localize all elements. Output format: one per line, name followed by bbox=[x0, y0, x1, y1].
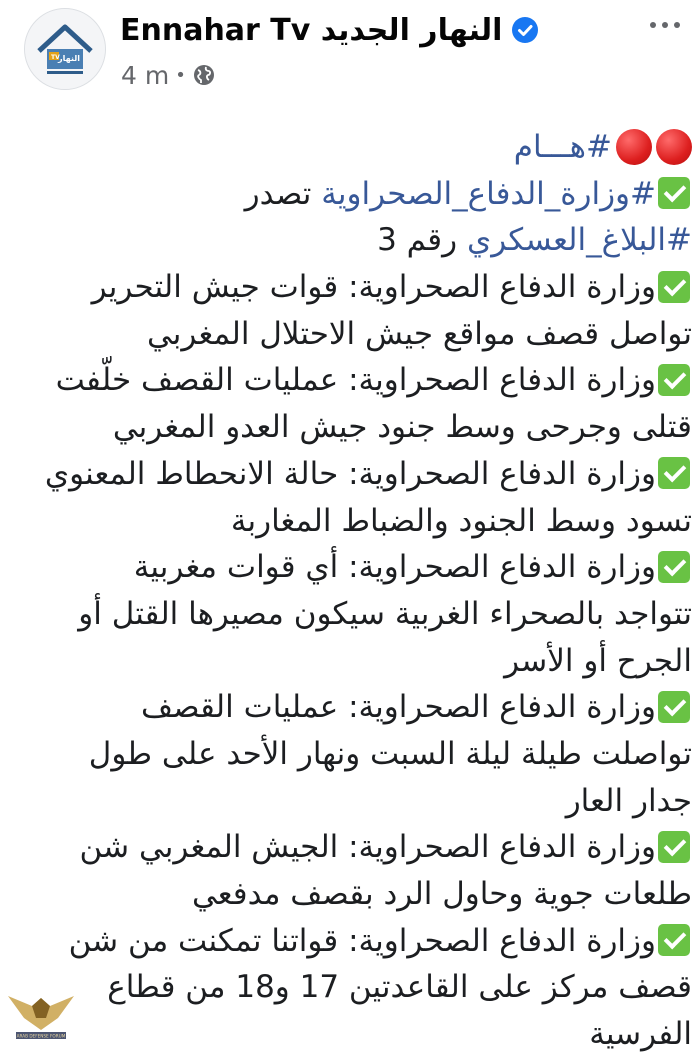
post-line bbox=[14, 217, 692, 264]
page-title-row bbox=[120, 8, 538, 52]
post-text: وزارة الدفاع الصحراوية: قواتنا تمكنت من شن bbox=[68, 922, 656, 959]
post-line bbox=[14, 124, 692, 171]
post-text: الجرح أو الأسر bbox=[504, 642, 692, 679]
check-mark-icon bbox=[658, 924, 690, 956]
page-avatar[interactable] bbox=[24, 8, 106, 90]
post-body bbox=[14, 124, 692, 1058]
post-timestamp[interactable]: 4 m bbox=[121, 60, 170, 90]
post-text: وزارة الدفاع الصحراوية: عمليات القصف خلّفت bbox=[55, 362, 656, 399]
check-mark-icon bbox=[658, 457, 690, 489]
check-mark-icon bbox=[658, 177, 690, 209]
post-text: تسود وسط الجنود والضباط المغاربة bbox=[230, 502, 692, 539]
red-circle-icon bbox=[656, 129, 692, 165]
hashtag-link[interactable]: #هـــام bbox=[513, 129, 612, 165]
post-text: تتواجد بالصحراء الغربية سيكون مصيرها القتل أو bbox=[78, 595, 692, 632]
post-line bbox=[14, 871, 692, 918]
post-line bbox=[14, 171, 692, 218]
post-line bbox=[14, 684, 692, 731]
post-text: رقم 3 bbox=[377, 222, 467, 259]
post-text: جدار العار bbox=[565, 782, 692, 819]
post-line bbox=[14, 357, 692, 404]
post-line bbox=[14, 638, 692, 685]
check-mark-icon bbox=[658, 364, 690, 396]
post-line bbox=[14, 451, 692, 498]
check-mark-icon bbox=[658, 691, 690, 723]
post-text: وزارة الدفاع الصحراوية: عمليات القصف bbox=[141, 689, 656, 726]
post-text: قتلى وجرحى وسط جنود جيش العدو المغربي bbox=[112, 409, 692, 446]
forum-emblem-icon bbox=[2, 988, 80, 1048]
post-text: وزارة الدفاع الصحراوية: الجيش المغربي شن bbox=[79, 829, 656, 866]
post-text: الفرسية bbox=[589, 1016, 692, 1053]
watermark-logo bbox=[2, 988, 80, 1048]
svg-text:TV: TV bbox=[51, 54, 60, 61]
post-line bbox=[14, 498, 692, 545]
post-line bbox=[14, 731, 692, 778]
verified-badge-icon bbox=[512, 17, 538, 43]
post-text: وزارة الدفاع الصحراوية: حالة الانحطاط المعنوي bbox=[44, 455, 656, 492]
post-line bbox=[14, 778, 692, 825]
post-line bbox=[14, 964, 692, 1011]
post-text: قصف مركز على القاعدتين 17 و18 من قطاع bbox=[107, 969, 692, 1006]
post-header bbox=[0, 0, 700, 105]
more-options-icon[interactable] bbox=[640, 12, 690, 38]
post-line bbox=[14, 1011, 692, 1058]
post-text: تصدر bbox=[244, 175, 322, 212]
ennahar-logo-icon bbox=[25, 9, 105, 89]
post-text: وزارة الدفاع الصحراوية: قوات جيش التحرير bbox=[91, 269, 656, 306]
check-mark-icon bbox=[658, 831, 690, 863]
check-mark-icon bbox=[658, 551, 690, 583]
post-meta bbox=[121, 58, 216, 92]
globe-icon[interactable] bbox=[192, 63, 216, 87]
hashtag-link[interactable]: #البلاغ_العسكري bbox=[466, 222, 692, 259]
post-line bbox=[14, 591, 692, 638]
post-line bbox=[14, 544, 692, 591]
post-text: وزارة الدفاع الصحراوية: أي قوات مغربية bbox=[133, 549, 656, 586]
check-mark-icon bbox=[658, 271, 690, 303]
post-text: طلعات جوية وحاول الرد بقصف مدفعي bbox=[191, 876, 692, 912]
post-text: تواصل قصف مواقع جيش الاحتلال المغربي bbox=[146, 315, 692, 352]
red-circle-icon bbox=[616, 129, 652, 165]
hashtag-link[interactable]: #وزارة_الدفاع_الصحراوية bbox=[321, 175, 656, 212]
post-line bbox=[14, 918, 692, 965]
post-line bbox=[14, 264, 692, 311]
svg-text:ARAB DEFENSE FORUM: ARAB DEFENSE FORUM bbox=[16, 1033, 66, 1039]
meta-separator: • bbox=[175, 64, 186, 86]
svg-text:النهار: النهار bbox=[58, 54, 80, 63]
post-line bbox=[14, 824, 692, 871]
page-name[interactable]: Ennahar Tv النهار الجديد bbox=[120, 12, 503, 48]
post-text: تواصلت طيلة ليلة السبت ونهار الأحد على طول bbox=[88, 735, 692, 772]
post-line bbox=[14, 311, 692, 358]
post-line bbox=[14, 404, 692, 451]
